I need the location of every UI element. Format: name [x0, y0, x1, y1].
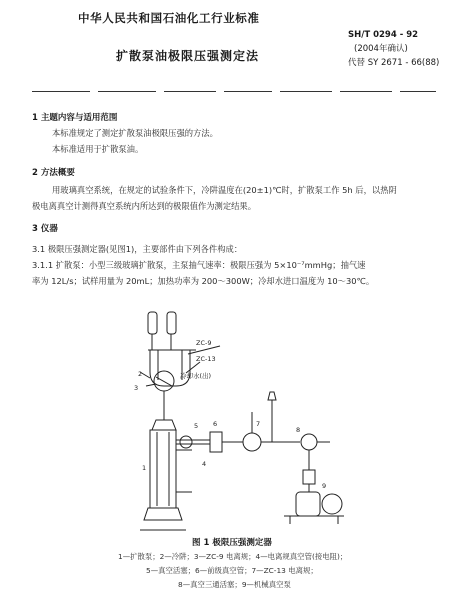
diffusion-pump-body — [150, 430, 176, 508]
section-3-1-1-line-2: 率为 12L/s；试样用量为 20mL；加热功率为 200～300W；冷却水进口温度为 10～30℃。 — [32, 276, 375, 286]
section-3-heading: 3 仪器 — [32, 224, 58, 234]
label-cooling-water: 冷却水(出) — [180, 372, 212, 380]
gauge-7 — [243, 433, 261, 451]
label-7: 7 — [256, 420, 261, 428]
ionization-gauge-right — [167, 312, 176, 334]
mechanical-pump-9 — [296, 492, 320, 516]
figure-legend-line-1: 1—扩散泵；2—冷阱；3—ZC-9 电离规；4—电离规真空管(接电阻)； — [118, 552, 348, 561]
label-5: 5 — [194, 422, 199, 430]
confirmation-note: (2004年确认) — [354, 44, 408, 54]
label-3: 3 — [134, 384, 139, 392]
ionization-gauge-left — [148, 312, 157, 334]
section-1-line-1: 本标准规定了测定扩散泵油极限压强的方法。 — [52, 128, 218, 138]
label-9: 9 — [322, 482, 327, 490]
trap-6 — [210, 432, 222, 452]
section-3-1: 3.1 极限压强测定器(见图1)，主要部件由下列各件构成： — [32, 244, 243, 254]
document-title: 扩散泵油极限压强测定法 — [116, 49, 260, 63]
three-way-valve-8 — [301, 434, 317, 450]
label-1: 1 — [142, 464, 147, 472]
replaces-note: 代替 SY 2671 - 66(88) — [348, 58, 440, 68]
valve-5 — [180, 436, 192, 448]
label-2: 2 — [138, 370, 143, 378]
standard-header-title: 中华人民共和国石油化工行业标准 — [78, 11, 260, 25]
label-4: 4 — [202, 460, 207, 468]
section-2-line-1: 用玻璃真空系统，在规定的试验条件下，冷阱温度在(20±1)℃时，扩散泵工作 5h 后，以热阴 — [52, 185, 397, 195]
cold-trap — [150, 350, 190, 386]
label-6: 6 — [213, 420, 218, 428]
label-8: 8 — [296, 426, 301, 434]
standard-code: SH/T 0294 - 92 — [348, 30, 419, 40]
figure-caption: 图 1 极限压强测定器 — [192, 538, 272, 548]
figure-legend-line-2: 5—真空活塞；6—前级真空管；7—ZC-13 电离规； — [146, 566, 318, 575]
section-1-heading: 1 主题内容与适用范围 — [32, 113, 118, 123]
figure-legend-line-3: 8—真空三通活塞；9—机械真空泵 — [178, 580, 291, 589]
section-2-heading: 2 方法概要 — [32, 168, 75, 178]
section-2-line-2: 极电离真空计测得真空系统内所达到的极限值作为测定结果。 — [32, 201, 257, 211]
section-1-line-2: 本标准适用于扩散泵油。 — [52, 144, 144, 154]
label-zc13: ZC-13 — [196, 355, 216, 363]
section-3-1-1-line-1: 3.1.1 扩散泵：小型三级玻璃扩散泵，主泵抽气速率：极限压强为 5×10⁻⁷mmHg；抽气速 — [32, 260, 366, 270]
pump-heater — [144, 508, 182, 520]
label-zc9: ZC-9 — [196, 339, 212, 347]
